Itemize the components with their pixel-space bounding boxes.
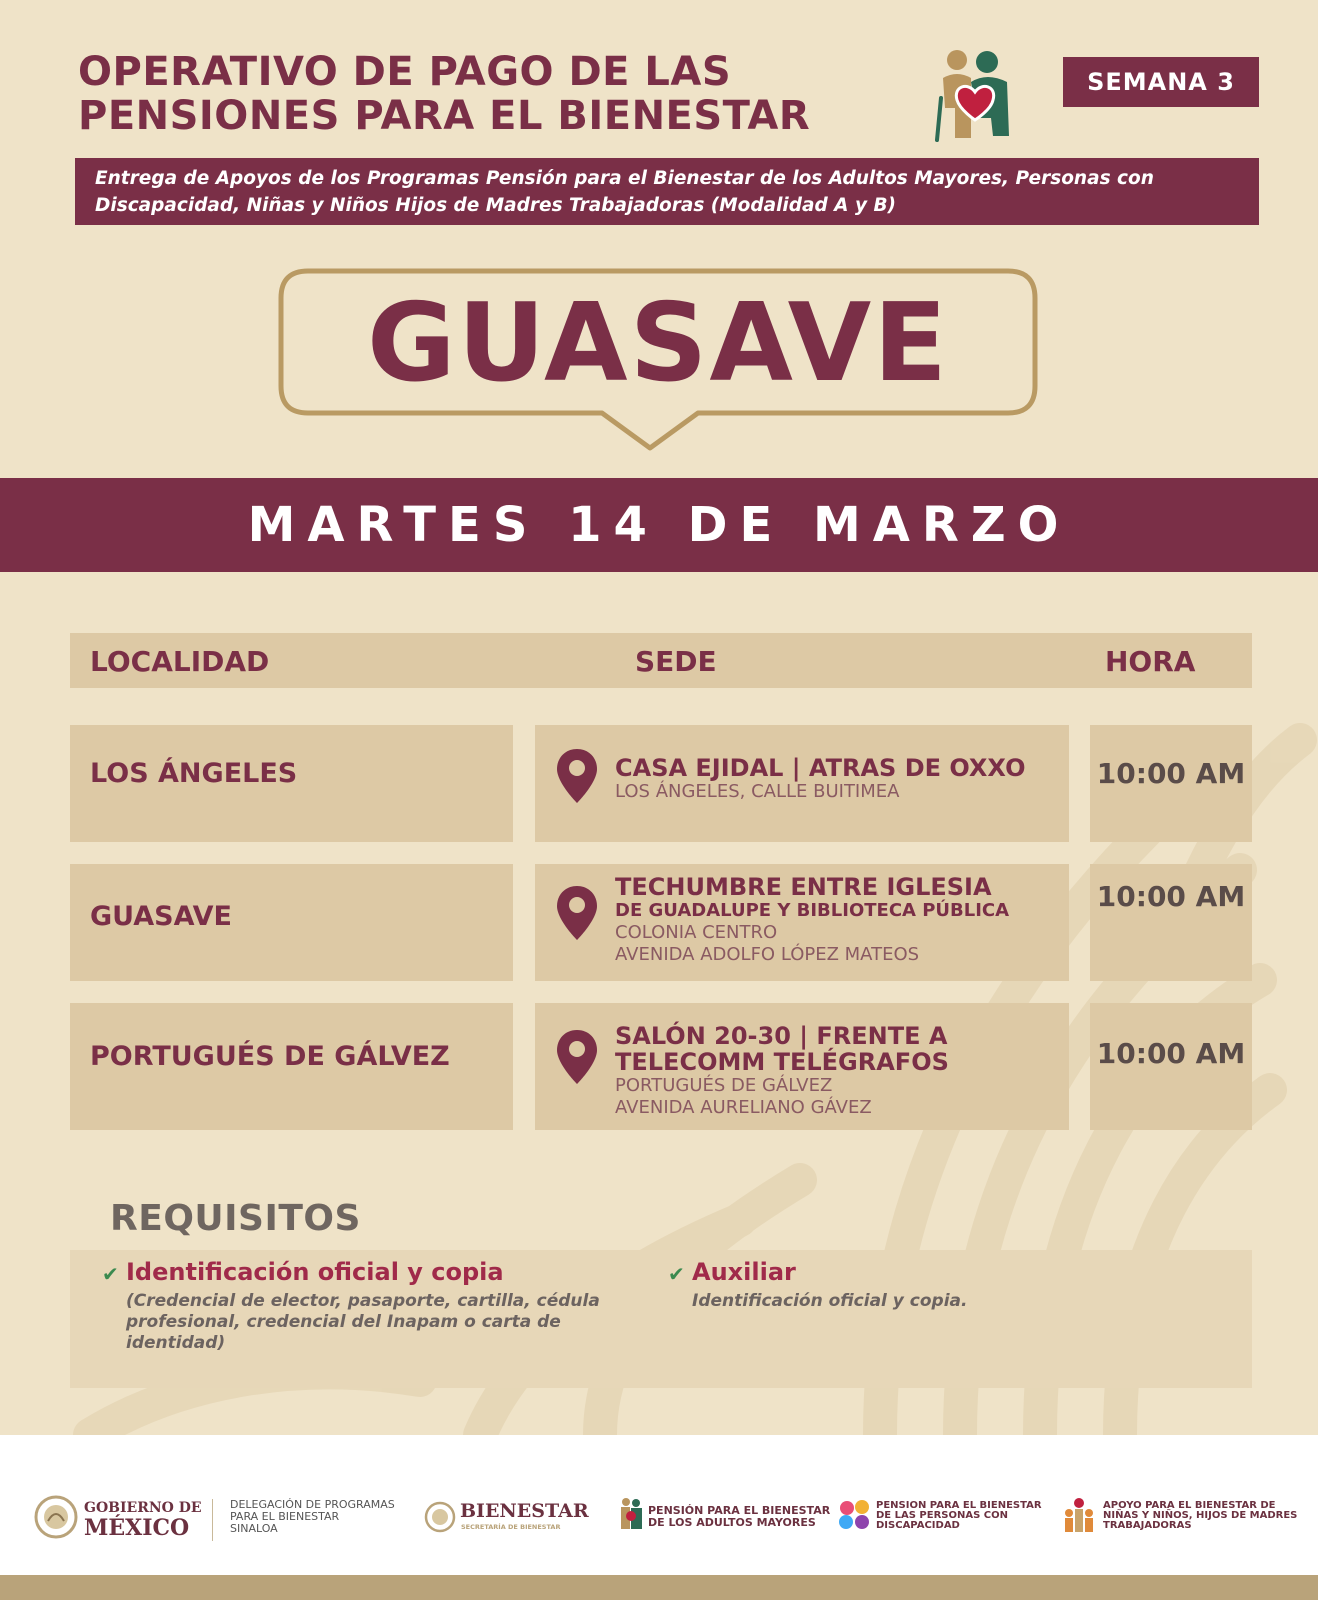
program-line: APOYO PARA EL BIENESTAR DE — [1103, 1500, 1276, 1511]
footer-divider — [212, 1499, 213, 1541]
table-row-time — [1090, 1003, 1252, 1130]
subtitle-banner — [75, 158, 1259, 225]
venue-name-continued: DE GUADALUPE Y BIBLIOTECA PÚBLICA — [615, 900, 1010, 921]
table-row-locality — [70, 725, 513, 842]
venue-name: SALÓN 20-30 | FRENTE A — [615, 1022, 948, 1050]
header-locality: LOCALIDAD — [90, 645, 270, 678]
discapacidad-icon — [837, 1498, 873, 1532]
national-seal-icon — [34, 1495, 78, 1539]
check-icon: ✔ — [668, 1262, 685, 1286]
delegation-line: PARA EL BIENESTAR — [230, 1510, 340, 1523]
time-value: 10:00 AM — [1096, 880, 1246, 913]
program-line: PENSIÓN PARA EL BIENESTAR — [648, 1504, 831, 1517]
location-pin-icon — [555, 747, 599, 805]
program-line: PENSION PARA EL BIENESTAR — [876, 1500, 1042, 1511]
delegation-line: DELEGACIÓN DE PROGRAMAS — [230, 1498, 395, 1511]
footer-strip — [0, 1575, 1318, 1600]
time-value: 10:00 AM — [1096, 757, 1246, 790]
subtitle-line-2: Discapacidad, Niñas y Niños Hijos de Madres Trabajadoras (Modalidad A y B) — [95, 195, 897, 216]
header-venue: SEDE — [635, 645, 717, 678]
title-line-2: PENSIONES PARA EL BIENESTAR — [78, 93, 811, 139]
date-banner: MARTES 14 DE MARZO — [0, 478, 1318, 572]
footer — [0, 1435, 1318, 1575]
venue-details — [615, 1023, 949, 1119]
week-badge: SEMANA 3 — [1063, 57, 1259, 107]
time-value: 10:00 AM — [1096, 1037, 1246, 1070]
requirement-details — [126, 1291, 600, 1354]
table-row-locality — [70, 1003, 513, 1130]
program-line: TRABAJADORAS — [1103, 1520, 1192, 1531]
requirement-detail-line: Identificación oficial y copia. — [692, 1291, 968, 1311]
ninos-madres-icon — [1062, 1497, 1096, 1533]
requirement-title: Auxiliar — [692, 1258, 796, 1286]
delegation-line: SINALOA — [230, 1522, 278, 1535]
city-name: GUASAVE — [366, 280, 949, 406]
table-row-locality — [70, 864, 513, 981]
national-seal-icon — [424, 1501, 456, 1533]
venue-name-continued: TELECOMM TELÉGRAFOS — [615, 1048, 949, 1076]
elderly-heart-icon — [618, 1497, 644, 1531]
requirement-detail-line: identidad) — [126, 1333, 226, 1353]
elderly-heart-icon — [935, 48, 1015, 144]
delegation-label — [230, 1499, 395, 1535]
program-line: DISCAPACIDAD — [876, 1520, 960, 1531]
requirement-title: Identificación oficial y copia — [126, 1258, 504, 1286]
requirement-detail-line: (Credencial de elector, pasaporte, cartilla, cédula — [126, 1291, 600, 1311]
locality-name: LOS ÁNGELES — [90, 758, 298, 789]
requirement-detail-line: profesional, credencial del Inapam o carta de — [126, 1312, 561, 1332]
requirements-title: REQUISITOS — [110, 1198, 361, 1239]
requirements-box — [70, 1250, 1252, 1388]
page-title — [78, 50, 810, 138]
location-pin-icon — [555, 884, 599, 942]
venue-address-line: PORTUGUÉS DE GÁLVEZ — [615, 1075, 833, 1096]
bienestar-subtitle: SECRETARÍA DE BIENESTAR — [461, 1523, 561, 1531]
program-line: NIÑAS Y NIÑOS, HIJOS DE MADRES — [1103, 1510, 1298, 1521]
title-line-1: OPERATIVO DE PAGO DE LAS — [78, 49, 732, 95]
venue-address-line: AVENIDA AURELIANO GÁVEZ — [615, 1097, 872, 1118]
header-time: HORA — [1105, 645, 1196, 678]
venue-details — [615, 755, 1025, 803]
table-header — [70, 633, 1252, 688]
location-pin-icon — [555, 1028, 599, 1086]
requirement-details — [692, 1291, 967, 1312]
program-ninos — [1103, 1501, 1297, 1531]
program-line: DE LOS ADULTOS MAYORES — [648, 1516, 816, 1529]
venue-address-line: COLONIA CENTRO — [615, 922, 778, 943]
venue-address-line: AVENIDA ADOLFO LÓPEZ MATEOS — [615, 944, 920, 965]
mexico-label: MÉXICO — [84, 1515, 190, 1541]
table-row-venue — [535, 725, 1069, 842]
venue-name: TECHUMBRE ENTRE IGLESIA — [615, 873, 992, 901]
gobierno-label: GOBIERNO DE — [84, 1500, 202, 1516]
table-row-time — [1090, 725, 1252, 842]
bienestar-label: BIENESTAR — [460, 1500, 589, 1522]
subtitle-line-1: Entrega de Apoyos de los Programas Pensión para el Bienestar de los Adultos Mayores, Personas con — [95, 168, 1154, 189]
table-row-time — [1090, 864, 1252, 981]
program-adultos-mayores — [648, 1505, 830, 1529]
venue-name: CASA EJIDAL | ATRAS DE OXXO — [615, 754, 1026, 782]
venue-address-line: LOS ÁNGELES, CALLE BUITIMEA — [615, 781, 900, 802]
locality-name: PORTUGUÉS DE GÁLVEZ — [90, 1041, 450, 1072]
program-line: DE LAS PERSONAS CON — [876, 1510, 1008, 1521]
table-row-venue — [535, 1003, 1069, 1130]
table-row-venue — [535, 864, 1069, 981]
locality-name: GUASAVE — [90, 901, 233, 932]
venue-details — [615, 874, 1009, 966]
check-icon: ✔ — [102, 1262, 119, 1286]
program-discapacidad — [876, 1501, 1042, 1531]
